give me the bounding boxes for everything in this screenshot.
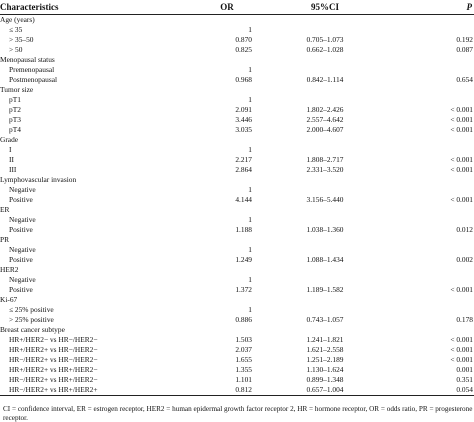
row-label: Negative xyxy=(9,215,36,224)
confidence-interval-cell: 0.743–1.057 xyxy=(306,315,344,324)
odds-ratio-cell: 1 xyxy=(248,185,252,194)
confidence-interval-cell xyxy=(256,275,394,285)
row-label: II xyxy=(9,155,14,164)
row-label: HR−/HER2+ vs HR+/HER2+ xyxy=(0,385,190,396)
table-row xyxy=(0,25,474,35)
table-row xyxy=(0,145,474,155)
p-value-cell xyxy=(394,275,474,285)
p-value-cell xyxy=(394,265,474,275)
table-row xyxy=(0,255,474,265)
p-value-cell: < 0.001 xyxy=(450,335,473,344)
confidence-interval-cell: 2.331–3.520 xyxy=(306,165,344,174)
confidence-interval-cell: 1.251–2.189 xyxy=(306,355,344,364)
table-footnote: CI = confidence interval, ER = estrogen receptor, HER2 = human epidermal growth factor receptor 2, HR = hormone receptor, OR = odds ratio, PR = progesterone receptor. xyxy=(3,405,473,422)
p-value-cell xyxy=(394,95,474,105)
p-value-cell: 0.654 xyxy=(456,75,473,84)
table-row xyxy=(0,115,474,125)
table-row xyxy=(0,45,474,55)
table-row xyxy=(0,385,474,396)
table-row xyxy=(0,165,474,175)
odds-ratio-cell: 0.825 xyxy=(235,45,252,54)
confidence-interval-cell xyxy=(256,65,394,75)
table-row xyxy=(0,75,474,85)
odds-ratio-cell: 0.968 xyxy=(235,75,252,84)
odds-ratio-cell: 1 xyxy=(248,245,252,254)
row-label: Negative xyxy=(9,245,36,254)
p-value-cell: < 0.001 xyxy=(450,165,473,174)
row-label: HR+/HER2− vs HR−/HER2− xyxy=(9,335,98,344)
p-value-cell xyxy=(394,175,474,185)
odds-ratio-cell xyxy=(190,85,256,95)
p-value-cell xyxy=(394,65,474,75)
p-value-cell xyxy=(394,25,474,35)
odds-ratio-cell xyxy=(190,135,256,145)
row-label: Negative xyxy=(9,185,36,194)
row-label: III xyxy=(9,165,17,174)
confidence-interval-cell: 1.802–2.426 xyxy=(306,105,344,114)
confidence-interval-cell: 0.705–1.073 xyxy=(306,35,344,44)
odds-ratio-cell: 1 xyxy=(248,145,252,154)
p-value-cell: 0.012 xyxy=(456,225,473,234)
odds-ratio-cell xyxy=(190,325,256,335)
table-section-row xyxy=(0,55,474,65)
table-section-row xyxy=(0,85,474,95)
odds-ratio-cell: 2.091 xyxy=(235,105,252,114)
table-row xyxy=(0,105,474,115)
row-label: > 50 xyxy=(9,45,23,54)
odds-ratio-cell: 1 xyxy=(248,65,252,74)
table-row xyxy=(0,335,474,345)
odds-ratio-cell: 2.864 xyxy=(235,165,252,174)
p-value-cell xyxy=(394,205,474,215)
confidence-interval-cell: 1.621–2.558 xyxy=(306,345,344,354)
confidence-interval-cell: 0.662–1.028 xyxy=(306,45,344,54)
p-value-cell xyxy=(394,235,474,245)
odds-ratio-cell: 1 xyxy=(248,25,252,34)
odds-ratio-cell: 1.503 xyxy=(235,335,252,344)
row-label: Tumor size xyxy=(0,85,34,94)
confidence-interval-cell: 1.130–1.624 xyxy=(306,365,344,374)
p-value-cell: 0.087 xyxy=(456,45,473,54)
odds-ratio-cell: 2.217 xyxy=(235,155,252,164)
row-label: Positive xyxy=(9,255,33,264)
odds-ratio-cell: 1.355 xyxy=(235,365,252,374)
table-row xyxy=(0,305,474,315)
odds-ratio-cell: 3.035 xyxy=(235,125,252,134)
confidence-interval-cell: 1.038–1.360 xyxy=(306,225,344,234)
confidence-interval-cell: 0.657–1.004 xyxy=(256,385,394,396)
confidence-interval-cell: 2.557–4.642 xyxy=(306,115,344,124)
header-or: OR xyxy=(190,0,256,15)
odds-ratio-cell: 1 xyxy=(248,275,252,284)
row-label: Breast cancer subtype xyxy=(0,325,65,334)
odds-ratio-cell: 1.655 xyxy=(235,355,252,364)
table-row xyxy=(0,315,474,325)
row-label: Lymphovascular invasion xyxy=(0,175,77,184)
confidence-interval-cell xyxy=(256,85,394,95)
odds-ratio-cell: 0.886 xyxy=(235,315,252,324)
odds-ratio-cell: 1.249 xyxy=(235,255,252,264)
odds-ratio-cell: 1.101 xyxy=(235,375,252,384)
confidence-interval-cell xyxy=(256,135,394,145)
odds-ratio-cell: 1 xyxy=(248,95,252,104)
table-section-row xyxy=(0,265,474,275)
confidence-interval-cell xyxy=(256,305,394,315)
p-value-cell xyxy=(394,185,474,195)
confidence-interval-cell: 3.156–5.440 xyxy=(306,195,344,204)
p-value-cell: < 0.001 xyxy=(450,345,473,354)
odds-ratio-cell xyxy=(190,295,256,305)
confidence-interval-cell: 0.842–1.114 xyxy=(306,75,344,84)
odds-ratio-cell xyxy=(190,235,256,245)
odds-ratio-cell: 0.812 xyxy=(190,385,256,396)
confidence-interval-cell xyxy=(256,55,394,65)
table-row xyxy=(0,195,474,205)
table-row xyxy=(0,125,474,135)
confidence-interval-cell xyxy=(256,185,394,195)
table-section-row xyxy=(0,235,474,245)
confidence-interval-cell xyxy=(256,145,394,155)
p-value-cell: < 0.001 xyxy=(450,195,473,204)
row-label: Positive xyxy=(9,225,33,234)
row-label: pT2 xyxy=(9,105,21,114)
p-value-cell: < 0.001 xyxy=(450,125,473,134)
table-row xyxy=(0,35,474,45)
table-row xyxy=(0,285,474,295)
table-row xyxy=(0,225,474,235)
p-value-cell xyxy=(394,135,474,145)
confidence-interval-cell xyxy=(256,295,394,305)
confidence-interval-cell xyxy=(256,95,394,105)
row-label: Postmenopausal xyxy=(9,75,58,84)
p-value-cell xyxy=(394,85,474,95)
p-value-cell: 0.054 xyxy=(394,385,474,396)
p-value-cell xyxy=(394,145,474,155)
p-value-cell: 0.001 xyxy=(456,365,473,374)
row-label: Negative xyxy=(9,275,36,284)
p-value-cell: < 0.001 xyxy=(450,105,473,114)
table-row xyxy=(0,355,474,365)
table-section-row xyxy=(0,15,474,26)
row-label: ER xyxy=(0,205,10,214)
row-label: pT1 xyxy=(9,95,21,104)
odds-ratio-cell xyxy=(190,265,256,275)
confidence-interval-cell xyxy=(256,325,394,335)
table-row xyxy=(0,155,474,165)
row-label: PR xyxy=(0,235,10,244)
row-label: Ki-67 xyxy=(0,295,18,304)
row-label: HR+/HER2+ vs HR+/HER2− xyxy=(9,365,98,374)
row-label: Positive xyxy=(9,195,33,204)
header-ci: 95%CI xyxy=(256,0,394,15)
row-label: Positive xyxy=(9,285,33,294)
p-value-cell: < 0.001 xyxy=(450,285,473,294)
odds-ratio-cell: 1.372 xyxy=(235,285,252,294)
confidence-interval-cell xyxy=(256,265,394,275)
table-section-row xyxy=(0,295,474,305)
p-value-cell xyxy=(394,295,474,305)
row-label: > 25% positive xyxy=(9,315,54,324)
odds-ratio-cell: 1 xyxy=(248,305,252,314)
confidence-interval-cell: 1.808–2.717 xyxy=(306,155,344,164)
p-value-cell xyxy=(394,325,474,335)
table-row xyxy=(0,185,474,195)
odds-ratio-cell xyxy=(190,205,256,215)
confidence-interval-cell xyxy=(256,235,394,245)
table-row xyxy=(0,215,474,225)
table-row xyxy=(0,65,474,75)
row-label: ≤ 25% positive xyxy=(9,305,54,314)
table-section-row xyxy=(0,205,474,215)
row-label: HR−/HER2+ vs HR−/HER2− xyxy=(9,355,98,364)
row-label: Menopausal status xyxy=(0,55,55,64)
odds-ratio-cell: 3.446 xyxy=(235,115,252,124)
p-value-cell: < 0.001 xyxy=(450,155,473,164)
p-value-cell xyxy=(394,305,474,315)
table-row xyxy=(0,95,474,105)
confidence-interval-cell: 1.189–1.582 xyxy=(306,285,344,294)
table-body xyxy=(0,15,474,396)
table-row xyxy=(0,375,474,385)
table-row xyxy=(0,345,474,355)
odds-ratio-cell: 2.037 xyxy=(235,345,252,354)
p-value-cell: 0.192 xyxy=(456,35,473,44)
confidence-interval-cell xyxy=(256,245,394,255)
confidence-interval-cell xyxy=(256,175,394,185)
odds-ratio-cell xyxy=(190,175,256,185)
row-label: > 35–50 xyxy=(9,35,34,44)
odds-ratio-cell: 1 xyxy=(248,215,252,224)
confidence-interval-cell: 2.000–4.607 xyxy=(306,125,344,134)
table-header xyxy=(0,0,474,15)
p-value-cell: < 0.001 xyxy=(450,115,473,124)
confidence-interval-cell: 1.241–1.821 xyxy=(306,335,344,344)
row-label: HR+/HER2+ vs HR−/HER2− xyxy=(9,345,98,354)
table-row xyxy=(0,365,474,375)
p-value-cell: 0.002 xyxy=(456,255,473,264)
row-label: HR−/HER2+ vs HR+/HER2− xyxy=(9,375,98,384)
confidence-interval-cell xyxy=(256,15,394,26)
odds-ratio-cell xyxy=(190,55,256,65)
odds-ratio-cell xyxy=(190,15,256,26)
confidence-interval-cell xyxy=(256,215,394,225)
row-label: HER2 xyxy=(0,265,19,274)
p-value-cell: < 0.001 xyxy=(450,355,473,364)
header-characteristics: Characteristics xyxy=(0,0,190,15)
confidence-interval-cell xyxy=(256,25,394,35)
table-section-row xyxy=(0,175,474,185)
p-value-cell: 0.178 xyxy=(456,315,473,324)
table-row xyxy=(0,245,474,255)
table-section-row xyxy=(0,135,474,145)
p-value-cell xyxy=(394,215,474,225)
p-value-cell xyxy=(394,55,474,65)
row-label: I xyxy=(9,145,12,154)
row-label: pT4 xyxy=(9,125,21,134)
odds-ratio-cell: 0.870 xyxy=(235,35,252,44)
confidence-interval-cell: 0.899–1.348 xyxy=(306,375,344,384)
p-value-cell xyxy=(394,245,474,255)
row-label: ≤ 35 xyxy=(9,25,23,34)
header-p: P xyxy=(394,0,474,15)
row-label: Grade xyxy=(0,135,19,144)
row-label: Premenopausal xyxy=(9,65,55,74)
row-label: Age (years) xyxy=(0,15,35,24)
odds-ratio-cell: 4.144 xyxy=(235,195,252,204)
confidence-interval-cell: 1.088–1.434 xyxy=(306,255,344,264)
confidence-interval-cell xyxy=(256,205,394,215)
p-value-cell: 0.351 xyxy=(456,375,473,384)
p-value-cell xyxy=(394,15,474,26)
row-label: pT3 xyxy=(9,115,21,124)
table-section-row xyxy=(0,325,474,335)
odds-ratio-cell: 1.188 xyxy=(235,225,252,234)
table-row xyxy=(0,275,474,285)
